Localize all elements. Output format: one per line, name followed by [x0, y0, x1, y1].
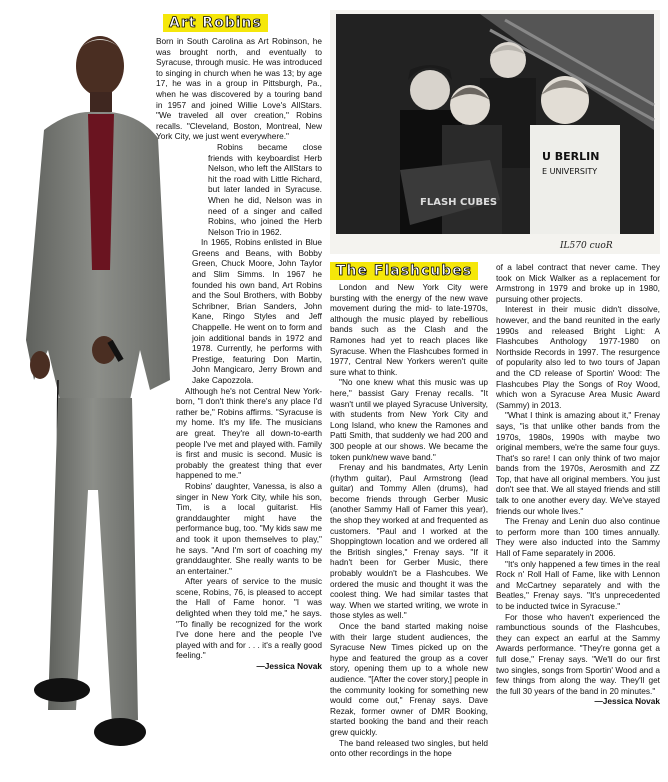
flashcubes-c1-para-4: Once the band started making noise with their large student audiences, the Syracuse New Times picked up on the hype and featured the group as a cover story, opening them up to a whole new audience. "[After the cover story,] people in the community looking for something new would come out," Frenay says. Dave Rezak, former owner of DMR Booking, started booking the band and their reach grew quickly. [330, 621, 488, 737]
flashcubes-c1-para-1: London and New York City were bursting with the energy of the new wave movement during the mid- to late-1970s, although the music played by rebellious bands such as the Clash and the Ramones had yet to reach places like Syracuse. When the Flashcubes formed in 1977, Central New Yorkers weren't quite sure what to think. [330, 282, 488, 377]
flashcubes-c2-para-2: Interest in their music didn't dissolve, however, and the band reunited in the early 1990s and released Bright Light: A Flashcubes Anthology 1977-1980 on Northside Records in 1997. The resurgence of popularity also led to two tours of Japan and the CD release of Sportin' Wood: The Flashcubes Play the Songs of Roy Wood, which won a Syracuse Area Music Award (Sammy) in 2013. [496, 304, 660, 410]
flashcubes-c2-para-4: The Frenay and Lenin duo also continue to perform more than 100 times annually. They were also inducted into the Sammy Hall of Fame separately in 2006. [496, 516, 660, 559]
art-robins-byline: —Jessica Novak [256, 661, 322, 672]
art-robins-para-2: Robins became close friends with keyboardist Herb Nelson, who left the AllStars to hit the road with Little Richard, but later landed in Syracuse. When he did, Nelson was in need of a singer and called Robins, who joined the Herb Nelson Trio in 1962. [208, 141, 322, 237]
flashcubes-heading: The Flashcubes [330, 262, 478, 280]
art-robins-para-3: In 1965, Robins enlisted in Blue Greens and Beans, with Bobby Green, Chuck Moore, John Taylor and Slim Simms. In 1967 he founded his own band, Art Robins and the Soul Brothers, with Bobby Schribner, Brian Sanders, John Kane, Ringo Styles and Jeff Chappelle. He went on to form and join additional bands in 1972 and 1978. Currently, he performs with Prestige, featuring Don Martin, John Mangicaro, Jerry Brown and Jake Capozzola. [192, 237, 322, 385]
art-robins-para-4: Although he's not Central New York-born, "I don't think there's any place I'd rather be," Robins affirms. "Syracuse is my home. It's my life. The musicians are great. They're all down-to-earth people I've met and played with. Family is first and music is second. Music is probably the greatest thing that ever happened to me." [176, 385, 322, 481]
guitar-text: FLASH CUBES [420, 197, 498, 208]
art-robins-heading: Art Robins [163, 14, 323, 32]
flashcubes-photo [330, 10, 660, 254]
art-robins-para-5: Robins' daughter, Vanessa, is also a singer in New York City, while his son, Tim, is a local guitarist. His granddaughter might have the performance bug, too. "My kids saw me and took it upon themselves to play," he says. "And I'm sort of coaching my granddaughter. She really wants to be an entertainer." [176, 480, 322, 576]
shirt-text-1: U BERLIN [542, 150, 600, 163]
flashcubes-c2-para-3: "What I think is amazing about it," Frenay says, "is that unlike other bands from the 1970s, 1980s, 1990s with maybe two original members, we're the same four guys. That's so rare! I can only think of two major bands from the 1970s, Aerosmith and ZZ Top, that have all original members. You just don't see that. We all stayed friends and still talk to one another every day. We've stayed friends our whole lives." [496, 410, 660, 516]
flashcubes-c1-para-3: Frenay and his bandmates, Arty Lenin (rhythm guitar), Paul Armstrong (lead guitar) and Tommy Allen (drums), had become friends through Gerber Music (another Sammy Hall of Famer this year), the shop they worked at and frequented as customers. "Paul and I worked at the Shoppingtown location and we ordered all the British singles," Frenay says. "If it hadn't been for Gerber Music, there probably wouldn't be a Flashcubes. We ordered the music and thought it was the coolest thing. We had similar tastes that way. When we started writing, we wrote in those styles as well." [330, 462, 488, 621]
flashcubes-byline: —Jessica Novak [594, 696, 660, 707]
art-robins-photo [0, 20, 175, 782]
flashcubes-c2-para-1: of a label contract that never came. They took on Mick Walker as a replacement for Armstrong in 1979 and broke up in 1980, pursuing other projects. [496, 262, 660, 304]
shirt-text-2: E UNIVERSITY [542, 167, 598, 176]
art-robins-para-1: Born in South Carolina as Art Robinson, he was brought north, and eventually to Syracuse, through music. He was introduced to singing in church when he was 13; by age 17, he was in a group in Pittsburgh, Pa., when he was discovered by a touring band in 1957 and joined Willie Love's AllStars. "We traveled all over creation," Robins recalls. "Cleveland, Boston, Montreal, New York City, we just went everywhere." [156, 36, 322, 142]
art-robins-para-6: After years of service to the music scene, Robins, 76, is pleased to accept the Hall of Fame honor. "I was delighted when they told me," he says. "To finally be recognized for the work I've done here and the people I've played with and for . . . it's a really good feeling." [176, 576, 322, 661]
photo-signature: IL570 cuoR [560, 241, 613, 251]
flashcubes-col-2 [496, 262, 660, 706]
flashcubes-c2-para-6: For those who haven't experienced the rambunctious sounds of the Flashcubes, they can expect an earful at the Sammy Awards performance. "They're gonna get a full dose," Frenay says. "We'll do our first two singles, songs from Sportin' Wood and a few things from along the way. They'll get the full 30 years of the band in 20 minutes." [496, 611, 660, 696]
art-robins-body [150, 36, 322, 671]
flashcubes-c1-para-2: "No one knew what this music was up here," bassist Gary Frenay recalls. "It wasn't until we played Syracuse University, with students from New York City and Long Island, who knew the Ramones and Patti Smith, that suddenly we had 200 and 300 people at our shows. We became the token punk/new wave band." [330, 377, 488, 462]
flashcubes-c2-para-5: "It's only happened a few times in the real Rock n' Roll Hall of Fame, like with Lennon and McCartney separately and with the Beatles," Frenay says. "It's unprecedented to be inducted twice in Syracuse." [496, 558, 660, 611]
flashcubes-c1-para-5: The band released two singles, but held onto other recordings in the hope [330, 737, 488, 759]
flashcubes-col-1 [330, 282, 488, 759]
